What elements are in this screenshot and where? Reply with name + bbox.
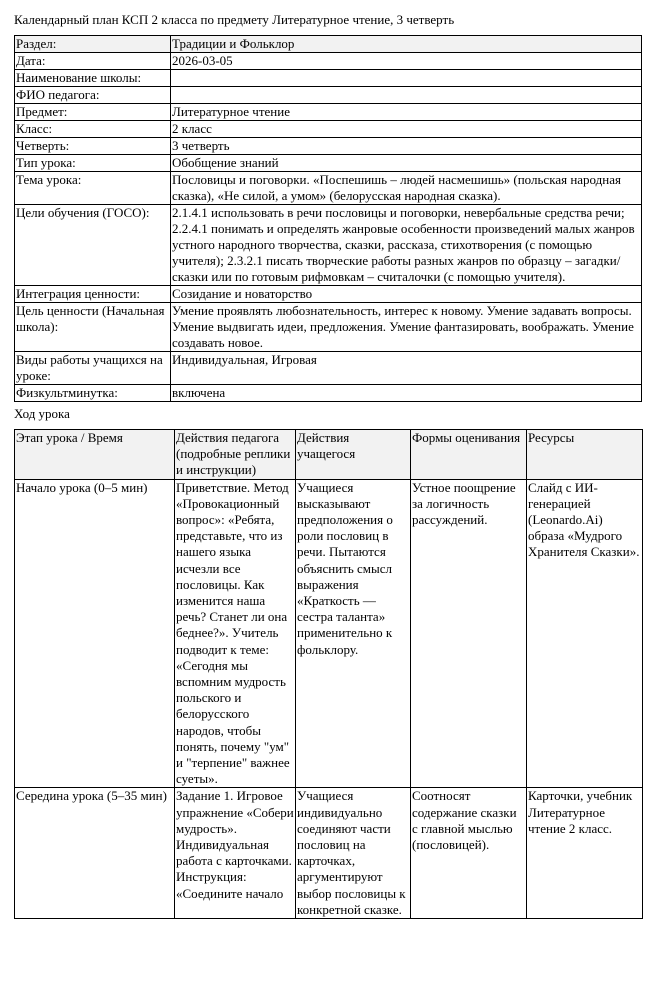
info-row	[15, 303, 642, 352]
info-value	[171, 70, 642, 87]
assessment-cell: Устное поощрение за логичность рассуждений.	[411, 479, 527, 788]
info-label: Тема урока:	[15, 172, 171, 205]
info-label: Класс:	[15, 121, 171, 138]
lesson-plan-table	[14, 429, 643, 919]
info-value: Созидание и новаторство	[171, 286, 642, 303]
stage-cell: Середина урока (5–35 мин)	[15, 788, 175, 919]
info-label: Предмет:	[15, 104, 171, 121]
info-row	[15, 70, 642, 87]
info-row	[15, 385, 642, 402]
info-value	[171, 87, 642, 104]
column-header: Формы оценивания	[411, 430, 527, 480]
info-row	[15, 172, 642, 205]
info-row	[15, 138, 642, 155]
info-value: Обобщение знаний	[171, 155, 642, 172]
column-header: Действия учащегося	[296, 430, 411, 480]
info-value: Пословицы и поговорки. «Поспешишь – людей насмешишь» (польская народная сказка), «Не силой, а умом» (белорусская народная сказка).	[171, 172, 642, 205]
info-label: Физкультминутка:	[15, 385, 171, 402]
student-actions-cell: Учащиеся индивидуально соединяют части пословиц на карточках, аргументируют выбор пословицы к конкретной сказке.	[296, 788, 411, 919]
document-title: Календарный план КСП 2 класса по предмету Литературное чтение, 3 четверть	[14, 12, 455, 27]
info-value: Индивидуальная, Игровая	[171, 352, 642, 385]
info-row	[15, 205, 642, 286]
table-row	[15, 788, 643, 919]
column-header: Этап урока / Время	[15, 430, 175, 480]
info-label: Четверть:	[15, 138, 171, 155]
info-label: ФИО педагога:	[15, 87, 171, 104]
teacher-actions-cell: Приветствие. Метод «Провокационный вопрос»: «Ребята, представьте, что из нашего языка исчезли все пословицы. Как изменится наша речь? Станет ли она беднее?». Учитель подводит к теме: «Сегодня мы вспомним мудрость польского и белорусского народов, чтобы понять, почему "ум" и "терпение" важнее суеты».	[175, 479, 296, 788]
stage-cell: Начало урока (0–5 мин)	[15, 479, 175, 788]
info-value: Традиции и Фольклор	[171, 36, 642, 53]
assessment-cell: Соотносят содержание сказки с главной мыслью (пословицей).	[411, 788, 527, 919]
table-header-row	[15, 430, 643, 480]
info-label: Дата:	[15, 53, 171, 70]
info-value: 2 класс	[171, 121, 642, 138]
info-value: 2.1.4.1 использовать в речи пословицы и поговорки, невербальные средства речи; 2.2.4.1 понимать и определять жанровые особенности произведений малых жанров устного народного творчества, сказки, рассказа, стихотворения (с помощью учителя); 2.3.2.1 писать творческие работы разных жанров по образцу – загадки/ сказки или по готовым рифмовкам – считалочки (с помощью учителя).	[171, 205, 642, 286]
info-label: Наименование школы:	[15, 70, 171, 87]
info-value: 3 четверть	[171, 138, 642, 155]
column-header: Ресурсы	[527, 430, 643, 480]
resources-cell: Слайд с ИИ-генерацией (Leonardo.Ai) образа «Мудрого Хранителя Сказки».	[527, 479, 643, 788]
info-value: Литературное чтение	[171, 104, 642, 121]
info-row	[15, 53, 642, 70]
info-value: 2026-03-05	[171, 53, 642, 70]
info-row	[15, 286, 642, 303]
table-row	[15, 479, 643, 788]
info-row	[15, 104, 642, 121]
teacher-actions-cell: Задание 1. Игровое упражнение «Собери мудрость». Индивидуальная работа с карточками. Инструкция: «Соедините начало	[175, 788, 296, 919]
info-value: Умение проявлять любознательность, интерес к новому. Умение задавать вопросы. Умение выдвигать идеи, предложения. Умение фантазировать, воображать. Умение создавать новое.	[171, 303, 642, 352]
info-label: Интеграция ценности:	[15, 286, 171, 303]
info-row	[15, 36, 642, 53]
info-row	[15, 352, 642, 385]
info-label: Цели обучения (ГОСО):	[15, 205, 171, 286]
info-value: включена	[171, 385, 642, 402]
info-label: Тип урока:	[15, 155, 171, 172]
info-row	[15, 155, 642, 172]
info-label: Цель ценности (Начальная школа):	[15, 303, 171, 352]
resources-cell: Карточки, учебник Литературное чтение 2 класс.	[527, 788, 643, 919]
info-table	[14, 35, 642, 402]
column-header: Действия педагога (подробные реплики и инструкции)	[175, 430, 296, 480]
info-label: Виды работы учащихся на уроке:	[15, 352, 171, 385]
student-actions-cell: Учащиеся высказывают предположения о роли пословиц в речи. Пытаются объяснить смысл выражения «Краткость — сестра таланта» применительно к фольклору.	[296, 479, 411, 788]
info-row	[15, 121, 642, 138]
info-row	[15, 87, 642, 104]
lesson-heading: Ход урока	[14, 406, 70, 421]
info-label: Раздел:	[15, 36, 171, 53]
